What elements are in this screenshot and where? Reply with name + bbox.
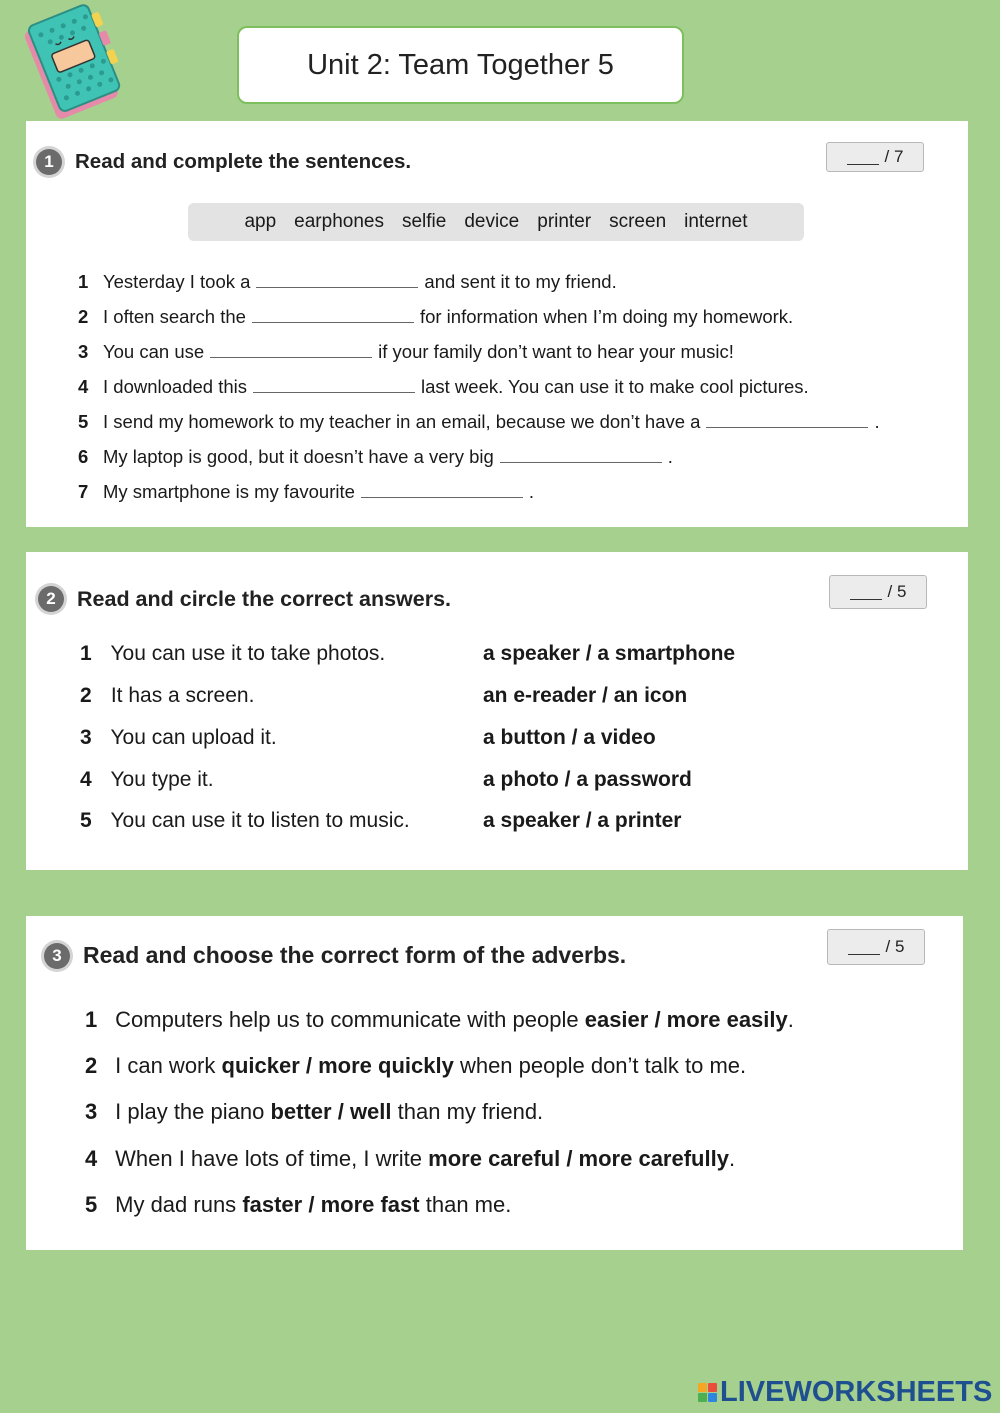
question-text: You can upload it. [110,726,277,749]
word-bank-item: screen [609,211,667,232]
adverb-choice[interactable]: quicker / more quickly [221,1053,454,1078]
sentence-row [78,481,534,503]
sentence-number: 1 [78,271,89,292]
word-bank-item: internet [684,211,748,232]
exercise-2-score-total: / 5 [887,582,907,601]
score-blank [847,150,879,165]
sentence-text: Yesterday I took a [103,271,251,292]
answer-blank[interactable] [361,483,523,498]
exercise-1-instruction: Read and complete the sentences. [75,150,412,173]
sentence-text: I downloaded this [103,376,247,397]
sentence-row [78,306,793,328]
sentence-text: last week. You can use it to make cool pictures. [421,376,809,397]
question-number: 3 [80,726,92,749]
sentence-text: . [787,1007,794,1032]
adverb-choice[interactable]: more careful / more carefully [428,1146,729,1171]
adverb-row [85,1007,794,1033]
adverb-choice[interactable]: easier / more easily [584,1007,788,1032]
answer-options[interactable]: a speaker / a printer [483,809,682,832]
adverb-choice[interactable]: faster / more fast [242,1192,420,1217]
sentence-text: than my friend. [397,1099,544,1124]
page-title: Unit 2: Team Together 5 [237,26,684,104]
word-bank-item: selfie [401,211,447,232]
sentence-text: You can use [103,341,205,362]
liveworksheets-logo [698,1376,992,1409]
exercise-1-panel [26,121,968,527]
question-number: 1 [80,642,92,665]
question-number: 5 [80,809,92,832]
exercise-2-heading [38,586,451,612]
exercise-2-score-box[interactable] [829,575,927,609]
question-number: 1 [85,1007,98,1032]
word-bank-item: earphones [294,211,384,232]
sentence-row [78,411,880,433]
word-bank-item: device [464,211,520,232]
sentence-text: and sent it to my friend. [424,271,617,292]
answer-blank[interactable] [706,413,868,428]
logo-icon [698,1383,717,1402]
sentence-text: My smartphone is my favourite [103,481,355,502]
sentence-row [78,446,673,468]
word-bank-item: app [244,211,277,232]
exercise-1-number: 1 [36,149,62,175]
sentence-text: . [728,1146,736,1171]
question-row [80,809,940,839]
exercise-1-score-total: / 7 [884,147,904,166]
adverb-row [85,1192,511,1218]
sentence-text: when people don’t talk to me. [459,1053,747,1078]
adverb-choice[interactable]: better / well [270,1099,392,1124]
question-row [80,642,940,672]
question-text: You can use it to listen to music. [110,809,410,832]
exercise-3-panel [26,916,963,1250]
exercise-2-instruction: Read and circle the correct answers. [77,586,452,611]
question-number: 2 [85,1053,98,1078]
sentence-text: for information when I’m doing my homework. [419,306,794,327]
exercise-3-heading [44,942,626,969]
score-blank [850,585,882,600]
sentence-text: Computers help us to communicate with people [115,1007,579,1032]
question-text: You can use it to take photos. [110,642,386,665]
answer-options[interactable]: a photo / a password [483,768,692,791]
question-row [80,684,940,714]
exercise-2-panel [26,552,968,870]
answer-blank[interactable] [256,273,418,288]
sentence-number: 5 [78,411,89,432]
sentence-number: 7 [78,481,89,502]
exercise-3-number: 3 [44,943,70,969]
sentence-text: . [667,446,673,467]
answer-blank[interactable] [253,378,415,393]
exercise-3-score-total: / 5 [885,937,905,956]
logo-text: LIVEWORKSHEETS [720,1376,993,1408]
adverb-row [85,1146,735,1172]
question-row [80,726,940,756]
sentence-text: I play the piano [115,1099,265,1124]
sentence-row [78,271,617,293]
question-text: You type it. [110,768,214,791]
score-blank [848,940,880,955]
sentence-number: 2 [78,306,89,327]
question-number: 4 [85,1146,98,1171]
question-number: 5 [85,1192,98,1217]
question-text: It has a screen. [110,684,255,707]
answer-blank[interactable] [210,343,372,358]
notebook-icon [16,4,124,124]
word-bank-item: printer [537,211,592,232]
adverb-row [85,1053,746,1079]
sentence-text: I can work [115,1053,216,1078]
sentence-text: My laptop is good, but it doesn’t have a very big [103,446,494,467]
sentence-text: My dad runs [115,1192,237,1217]
word-bank [188,203,804,241]
sentence-number: 6 [78,446,89,467]
answer-options[interactable]: a button / a video [483,726,656,749]
answer-options[interactable]: an e-reader / an icon [483,684,688,707]
sentence-text: I often search the [103,306,246,327]
answer-options[interactable]: a speaker / a smartphone [483,642,736,665]
sentence-text: . [874,411,880,432]
sentence-number: 4 [78,376,89,397]
sentence-text: . [528,481,535,502]
sentence-text: if your family don’t want to hear your music! [378,341,734,362]
exercise-1-score-box[interactable] [826,142,924,172]
sentence-number: 3 [78,341,89,362]
question-number: 2 [80,684,92,707]
sentence-text: than me. [425,1192,512,1217]
adverb-row [85,1099,543,1125]
answer-blank[interactable] [500,448,662,463]
sentence-text: I send my homework to my teacher in an email, because we don’t have a [103,411,701,432]
sentence-row [78,341,734,363]
sentence-text: When I have lots of time, I write [115,1146,423,1171]
question-number: 4 [80,768,92,791]
exercise-1-heading [36,149,411,175]
answer-blank[interactable] [252,308,414,323]
exercise-3-score-box[interactable] [827,929,925,965]
question-row [80,768,940,798]
question-number: 3 [85,1099,98,1124]
sentence-row [78,376,809,398]
exercise-2-number: 2 [38,586,64,612]
exercise-3-instruction: Read and choose the correct form of the adverbs. [83,942,627,968]
